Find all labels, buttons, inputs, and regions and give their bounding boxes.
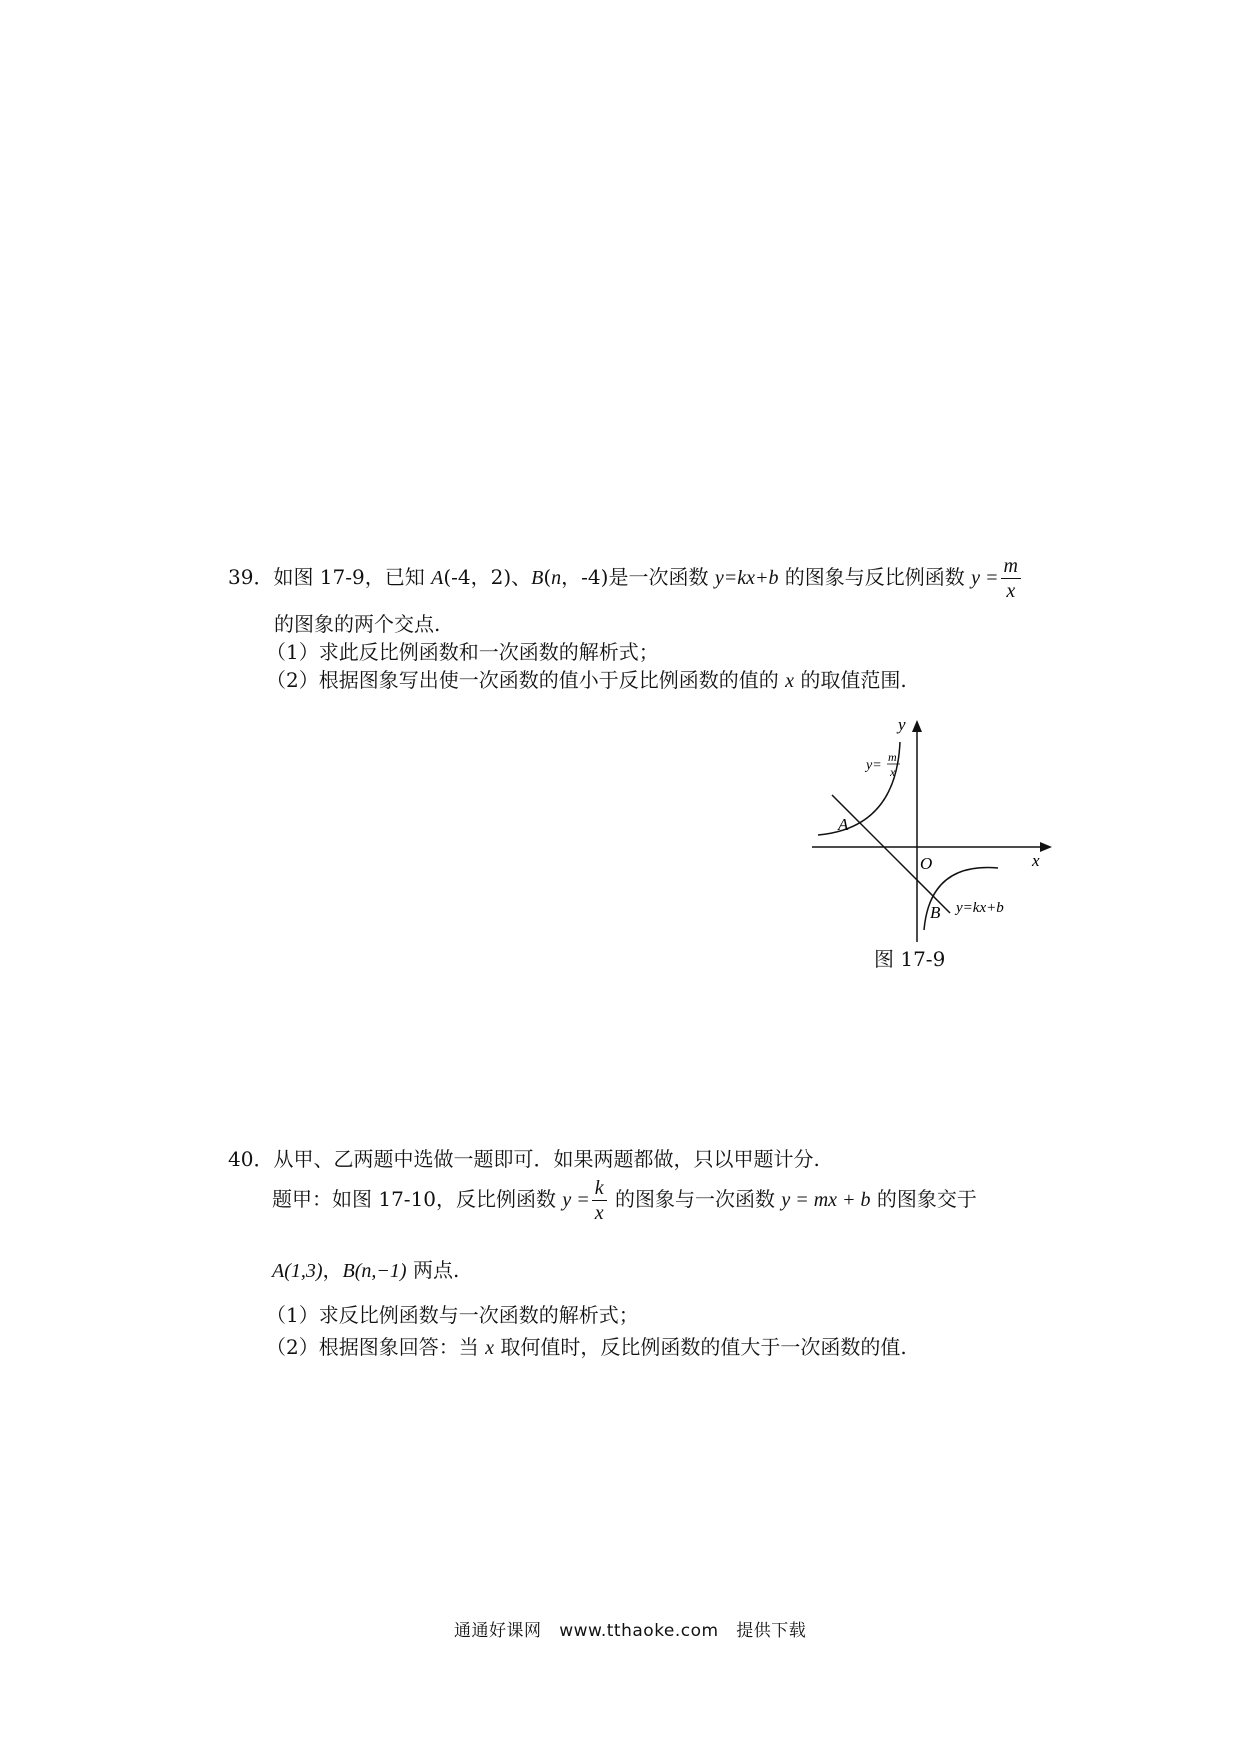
point-a-label: A: [838, 815, 849, 834]
q39-text-mid: 的图象与反比例函数: [778, 565, 972, 589]
q39-text-pre: 如图 17-9，已知: [273, 565, 432, 589]
q40-frac-denominator: x: [594, 1202, 604, 1224]
figure-17-9: [800, 710, 1070, 982]
q39-line1: [228, 556, 1023, 601]
q40-intro: 从甲、乙两题中选做一题即可．如果两题都做，只以甲题计分.: [273, 1147, 820, 1171]
q40-points-sep: ，: [322, 1258, 343, 1282]
q39-point-b-open: (: [543, 565, 552, 589]
hyperbola-label-numerator: m: [888, 750, 897, 764]
hyperbola-label-lhs: y=: [866, 758, 882, 773]
q40-linear-equation: y = mx + b: [781, 1189, 871, 1211]
q40-point-a: A(1,3): [272, 1260, 323, 1282]
axis-x-label: x: [1032, 851, 1040, 870]
q40-part2-pre: （2）根据图象回答：当: [266, 1335, 486, 1359]
q40-frac-lhs: y =: [562, 1189, 590, 1211]
q40-part2-post: 取何值时，反比例函数的值大于一次函数的值.: [493, 1335, 907, 1359]
q40-line3: [272, 1256, 459, 1285]
q40-line1: [228, 1145, 820, 1173]
q39-fraction: [1001, 556, 1021, 601]
q39-part1: （1）求此反比例函数和一次函数的解析式；: [266, 640, 659, 664]
q39-line2: 的图象的两个交点.: [274, 612, 441, 636]
q40-point-b: B(n,−1): [342, 1260, 407, 1282]
q40-number: 40．: [228, 1147, 274, 1171]
q39-linear-equation: y=kx+b: [714, 567, 779, 589]
q39-number: 39．: [228, 565, 274, 589]
q40-jia-post: 的图象交于: [870, 1187, 977, 1211]
q39-point-a-coords: (-4，2)、: [443, 565, 532, 589]
x-axis-arrow: [1040, 842, 1052, 852]
q40-jia-pre: 题甲：如图 17-10，反比例函数: [272, 1187, 563, 1211]
q40-part1: （1）求反比例函数与一次函数的解析式；: [266, 1303, 639, 1327]
figure-caption: 图 17-9: [874, 947, 946, 971]
q39-point-b-rest: ，-4)是一次函数: [561, 565, 715, 589]
hyperbola-label-denominator: x: [890, 765, 896, 779]
linear-function-line: [832, 795, 950, 913]
q40-jia-mid: 的图象与一次函数: [608, 1187, 782, 1211]
line-label: y=kx+b: [956, 900, 1004, 916]
q39-part2-var: x: [785, 670, 794, 692]
page-footer: 通通好课网 www.tthaoke.com 提供下载: [454, 1621, 807, 1641]
q39-frac-lhs: y =: [971, 567, 999, 589]
q39-point-b-n: n: [551, 567, 562, 589]
axis-y-label: y: [898, 715, 906, 734]
q39-part2-post: 的取值范围.: [793, 668, 907, 692]
q40-part2-var: x: [485, 1337, 494, 1359]
q39-frac-denominator: x: [1006, 580, 1016, 602]
q40-part2: [266, 1333, 907, 1362]
q39-part2: [266, 666, 907, 695]
q40-line2: [272, 1178, 977, 1223]
origin-label: O: [920, 854, 933, 873]
q39-part2-pre: （2）根据图象写出使一次函数的值小于反比例函数的值的: [266, 668, 786, 692]
q39-point-a-label: A: [431, 567, 444, 589]
q40-frac-numerator: k: [592, 1178, 607, 1201]
point-b-label: B: [930, 903, 941, 922]
q39-point-b-label: B: [531, 567, 544, 589]
q40-fraction: [592, 1178, 607, 1223]
q40-points-post: 两点.: [406, 1258, 460, 1282]
y-axis-arrow: [912, 720, 922, 732]
q39-frac-numerator: m: [1001, 556, 1021, 579]
